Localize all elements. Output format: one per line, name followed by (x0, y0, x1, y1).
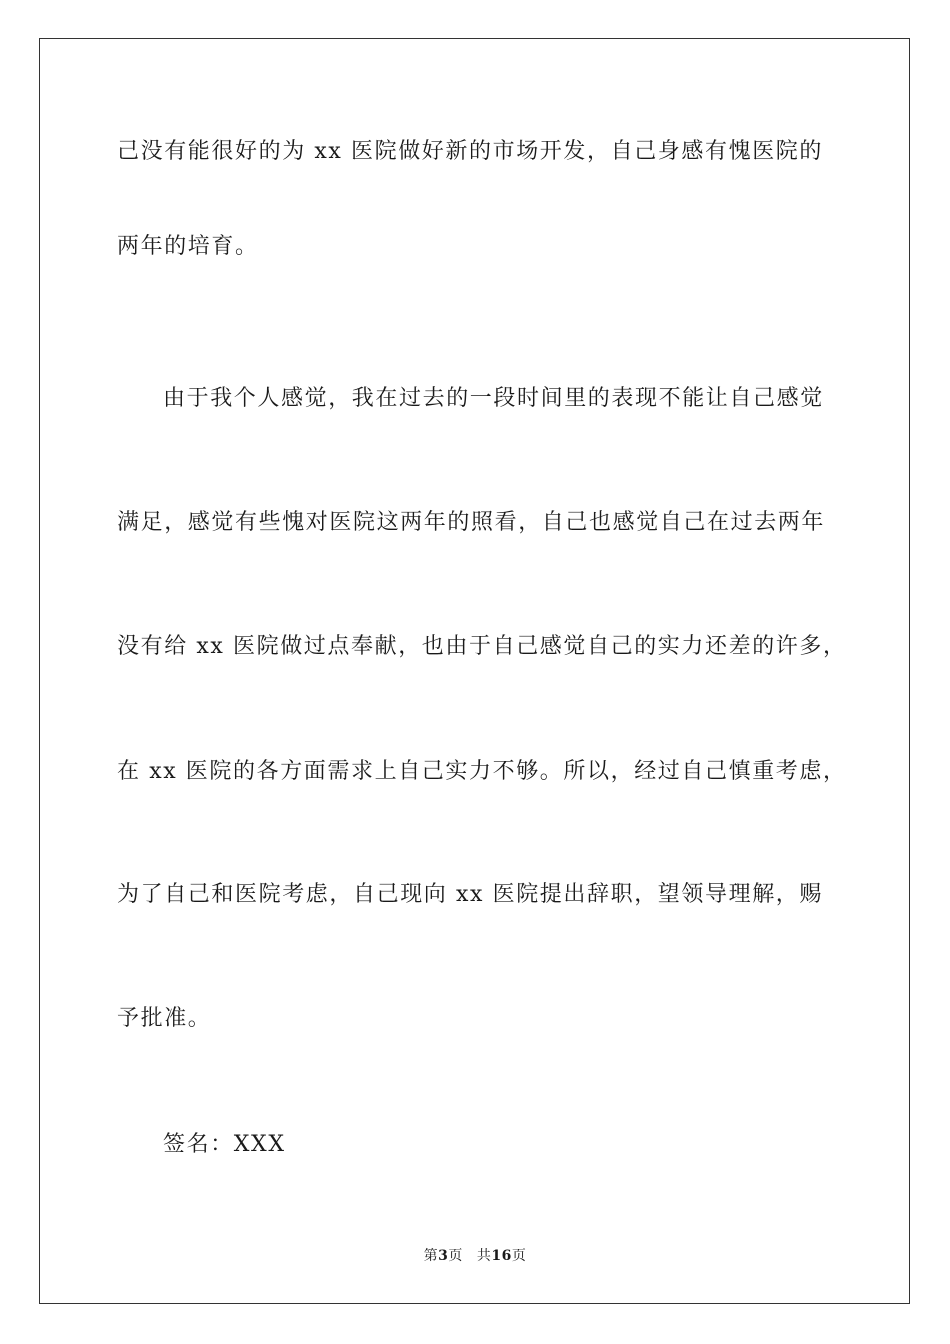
signature: 签名：XXX (163, 1132, 286, 1157)
paragraph-line: 为了自己和医院考虑，自己现向 xx 医院提出辞职，望领导理解，赐 (117, 882, 824, 907)
paragraph-line: 予批准。 (117, 1006, 212, 1031)
total-suffix: 页 (511, 1248, 527, 1264)
paragraph-line: 满足，感觉有些愧对医院这两年的照看，自己也感觉自己在过去两年 (117, 510, 826, 535)
page-frame (39, 38, 910, 1304)
paragraph-line: 两年的培育。 (117, 234, 259, 259)
paragraph-line: 己没有能很好的为 xx 医院做好新的市场开发，自己身感有愧医院的 (117, 139, 824, 164)
page-prefix: 第 (423, 1248, 439, 1264)
paragraph-line: 没有给 xx 医院做过点奉献，也由于自己感觉自己的实力还差的许多， (117, 634, 847, 659)
total-prefix: 共 (476, 1248, 492, 1264)
total-pages-number: 16 (491, 1248, 512, 1264)
paragraph-line: 在 xx 医院的各方面需求上自己实力不够。所以，经过自己慎重考虑， (117, 759, 847, 784)
page-suffix: 页 (448, 1248, 463, 1264)
paragraph-line: 由于我个人感觉，我在过去的一段时间里的表现不能让自己感觉 (163, 386, 824, 411)
current-page-number: 3 (438, 1248, 449, 1264)
page-footer (0, 1246, 950, 1266)
